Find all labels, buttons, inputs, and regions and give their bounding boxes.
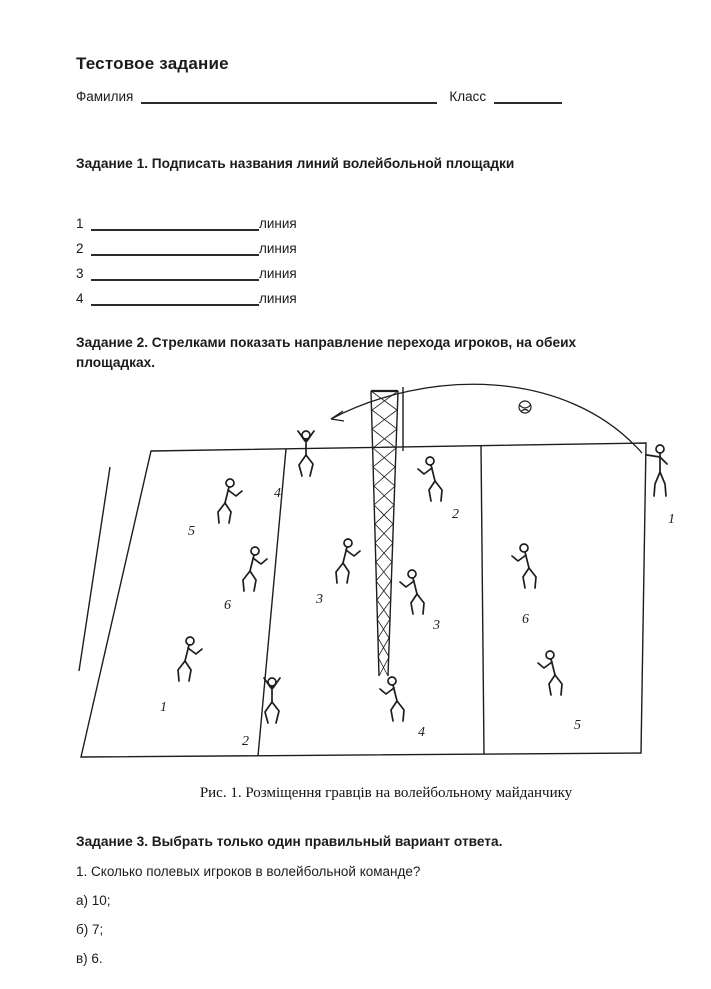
task1-line-row xyxy=(76,206,695,231)
class-blank xyxy=(494,91,562,104)
surname-blank xyxy=(141,91,437,104)
player-number: 3 xyxy=(433,617,440,633)
page-title: Тестовое задание xyxy=(76,54,229,73)
line-suffix: линия xyxy=(259,240,297,256)
line-suffix: линия xyxy=(259,290,297,306)
figure-volleyball-court xyxy=(76,381,696,802)
players-left-team xyxy=(178,431,360,723)
player-number: 1 xyxy=(668,511,675,527)
player-number: 1 xyxy=(160,699,167,715)
task2-heading: Задание 2. Стрелками показать направление перехода игроков, на обеих площадках. xyxy=(76,334,577,370)
line-blank xyxy=(91,218,259,231)
player-number: 4 xyxy=(418,724,425,740)
player-number: 4 xyxy=(274,485,281,501)
ball-trajectory-arrow xyxy=(331,384,642,453)
line-number: 1 xyxy=(76,215,84,231)
task1-line-row xyxy=(76,231,695,256)
line-suffix: линия xyxy=(259,265,297,281)
task3-question: 1. Сколько полевых игроков в волейбольной команде? xyxy=(76,864,421,880)
name-row xyxy=(76,89,695,104)
volleyball-ball-icon xyxy=(519,401,531,413)
task3-option-v: в) 6. xyxy=(76,951,103,967)
line-blank xyxy=(91,243,259,256)
task1-line-row xyxy=(76,256,695,281)
task3-option-a: а) 10; xyxy=(76,893,111,909)
line-number: 3 xyxy=(76,265,84,281)
players-right-team xyxy=(380,445,667,721)
player-number: 6 xyxy=(224,597,231,613)
task1-line-row xyxy=(76,281,695,306)
line-blank xyxy=(91,293,259,306)
line-suffix: линия xyxy=(259,215,297,231)
player-number: 6 xyxy=(522,611,529,627)
player-number: 2 xyxy=(242,733,249,749)
line-number: 4 xyxy=(76,290,84,306)
line-number: 2 xyxy=(76,240,84,256)
player-number: 3 xyxy=(316,591,323,607)
task3-heading: Задание 3. Выбрать только один правильный вариант ответа. xyxy=(76,833,503,849)
court-figure-svg xyxy=(76,381,696,781)
class-label: Класс xyxy=(449,89,487,104)
line-blank xyxy=(91,268,259,281)
net xyxy=(371,387,403,676)
surname-label: Фамилия xyxy=(76,89,134,104)
player-number: 5 xyxy=(188,523,195,539)
player-number: 5 xyxy=(574,717,581,733)
player-number: 2 xyxy=(452,506,459,522)
figure-caption: Рис. 1. Розміщення гравців на волейбольному майданчику xyxy=(199,784,573,801)
player-numbers-right xyxy=(418,507,675,740)
player-numbers-left xyxy=(160,486,323,749)
task1-heading: Задание 1. Подписать названия линий волейбольной площадки xyxy=(76,156,515,171)
task1-lines xyxy=(76,206,695,306)
task3-option-b: б) 7; xyxy=(76,922,104,938)
